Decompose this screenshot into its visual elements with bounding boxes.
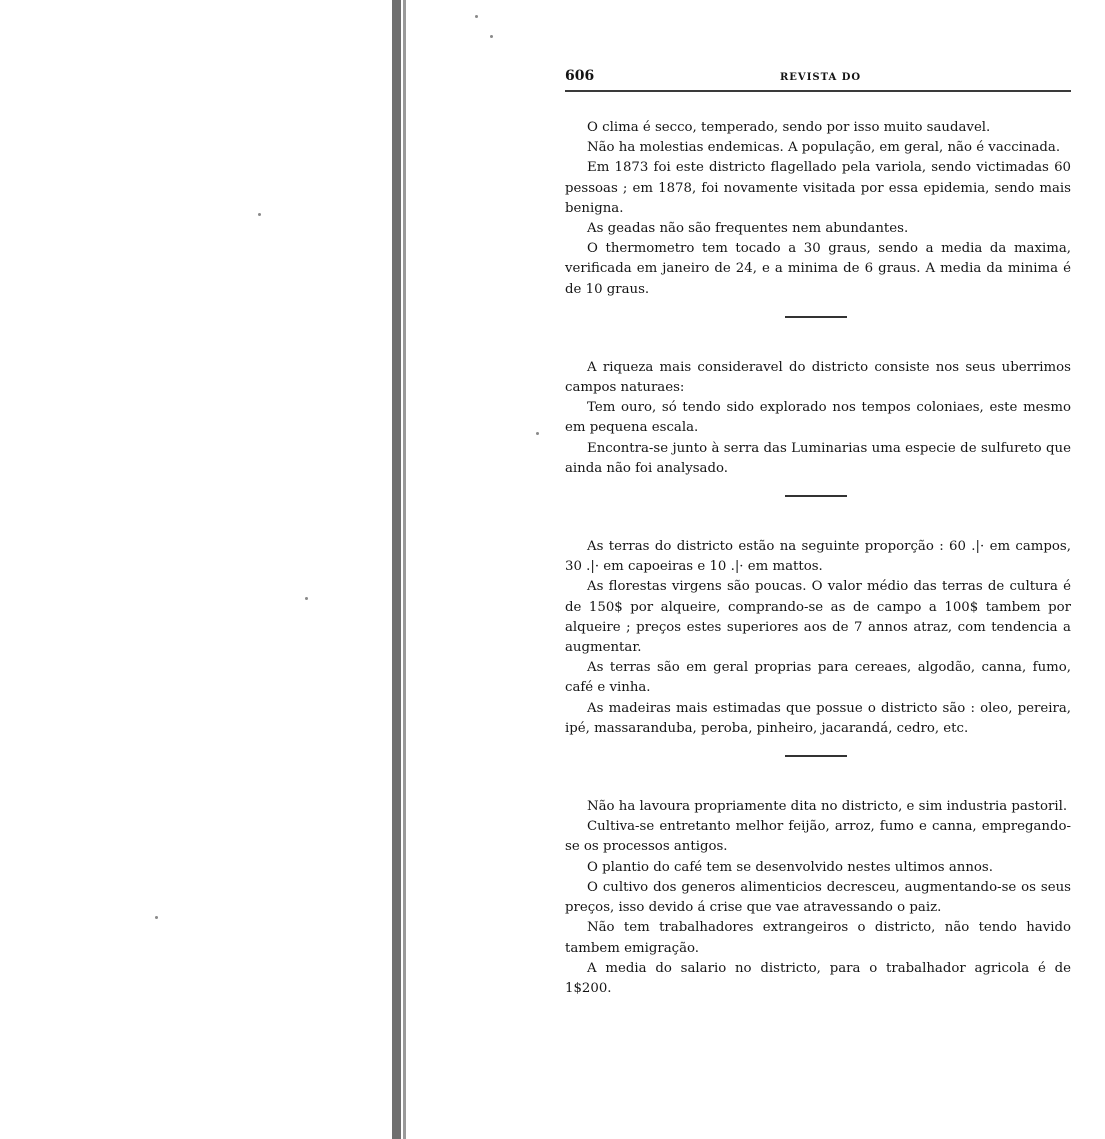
section-lands [565,537,1071,739]
paragraph: O thermometro tem tocado a 30 graus, sendo a media da maxima, verificada em janeiro de 24, e a minima de 6 graus. A media da minima é de 10 graus. [565,241,1071,297]
paragraph: As geadas não são frequentes nem abundantes. [587,221,909,237]
scan-speck [475,15,478,18]
paragraph: As terras do districto estão na seguinte proporção : 60 .|· em campos, 30 .|· em capoeiras e 10 .|· em mattos. [565,539,1071,575]
page-number: 606 [565,68,595,84]
paragraph: As florestas virgens são poucas. O valor médio das terras de cultura é de 150$ por alqueire, comprando-se as de campo a 100$ tambem por alqueire ; preços estes superiores aos de 7 annos atraz, com tendencia a augmentar. [565,579,1071,656]
scan-speck [490,35,493,38]
section-climate [565,118,1071,300]
paragraph: As madeiras mais estimadas que possue o districto são : oleo, pereira, ipé, massaranduba, peroba, pinheiro, jacarandá, cedro, etc. [565,700,1071,736]
section-divider [785,316,847,318]
paragraph: As terras são em geral proprias para cereaes, algodão, canna, fumo, café e vinha. [565,660,1071,696]
scan-speck [305,597,308,600]
paragraph: Não tem trabalhadores extrangeiros o districto, não tendo havido tambem emigração. [565,920,1071,956]
section-divider [785,755,847,757]
scan-speck [155,916,158,919]
running-head: REVISTA DO [780,72,862,83]
paragraph: Não ha lavoura propriamente dita no districto, e sim industria pastoril. [587,799,1068,815]
section-wealth [565,358,1071,479]
paragraph: O cultivo dos generos alimenticios decresceu, augmentando-se os seus preços, isso devido á crise que vae atravessando o paiz. [565,879,1071,916]
paragraph: Cultiva-se entretanto melhor feijão, arroz, fumo e canna, empregando-se os processos antigos. [565,819,1071,855]
paragraph: Não ha molestias endemicas. A população, em geral, não é vaccinada. [587,140,1061,156]
scan-speck [258,213,261,216]
paragraph: Em 1873 foi este districto flagellado pela variola, sendo victimadas 60 pessoas ; em 1878, foi novamente visitada por essa epidemia, sendo mais benigna. [565,160,1071,216]
scan-speck [536,432,539,435]
paragraph: Tem ouro, só tendo sido explorado nos tempos coloniaes, este mesmo em pequena escala. [565,400,1071,436]
book-page [565,68,1071,999]
paragraph: A media do salario no districto, para o trabalhador agricola é de 1$200. [565,960,1071,996]
section-divider [785,495,847,497]
paragraph: O clima é secco, temperado, sendo por isso muito saudavel. [587,120,991,135]
paragraph: Encontra-se junto à serra das Luminarias uma especie de sulfureto que ainda não foi analysado. [565,440,1071,476]
paragraph: A riqueza mais consideravel do districto consiste nos seus uberrimos campos naturaes: [565,359,1071,396]
paragraph: O plantio do café tem se desenvolvido nestes ultimos annos. [587,859,993,875]
page-header [565,68,1071,92]
book-gutter-edge [403,0,406,1139]
book-gutter-shadow [392,0,401,1139]
section-agriculture [565,797,1071,999]
